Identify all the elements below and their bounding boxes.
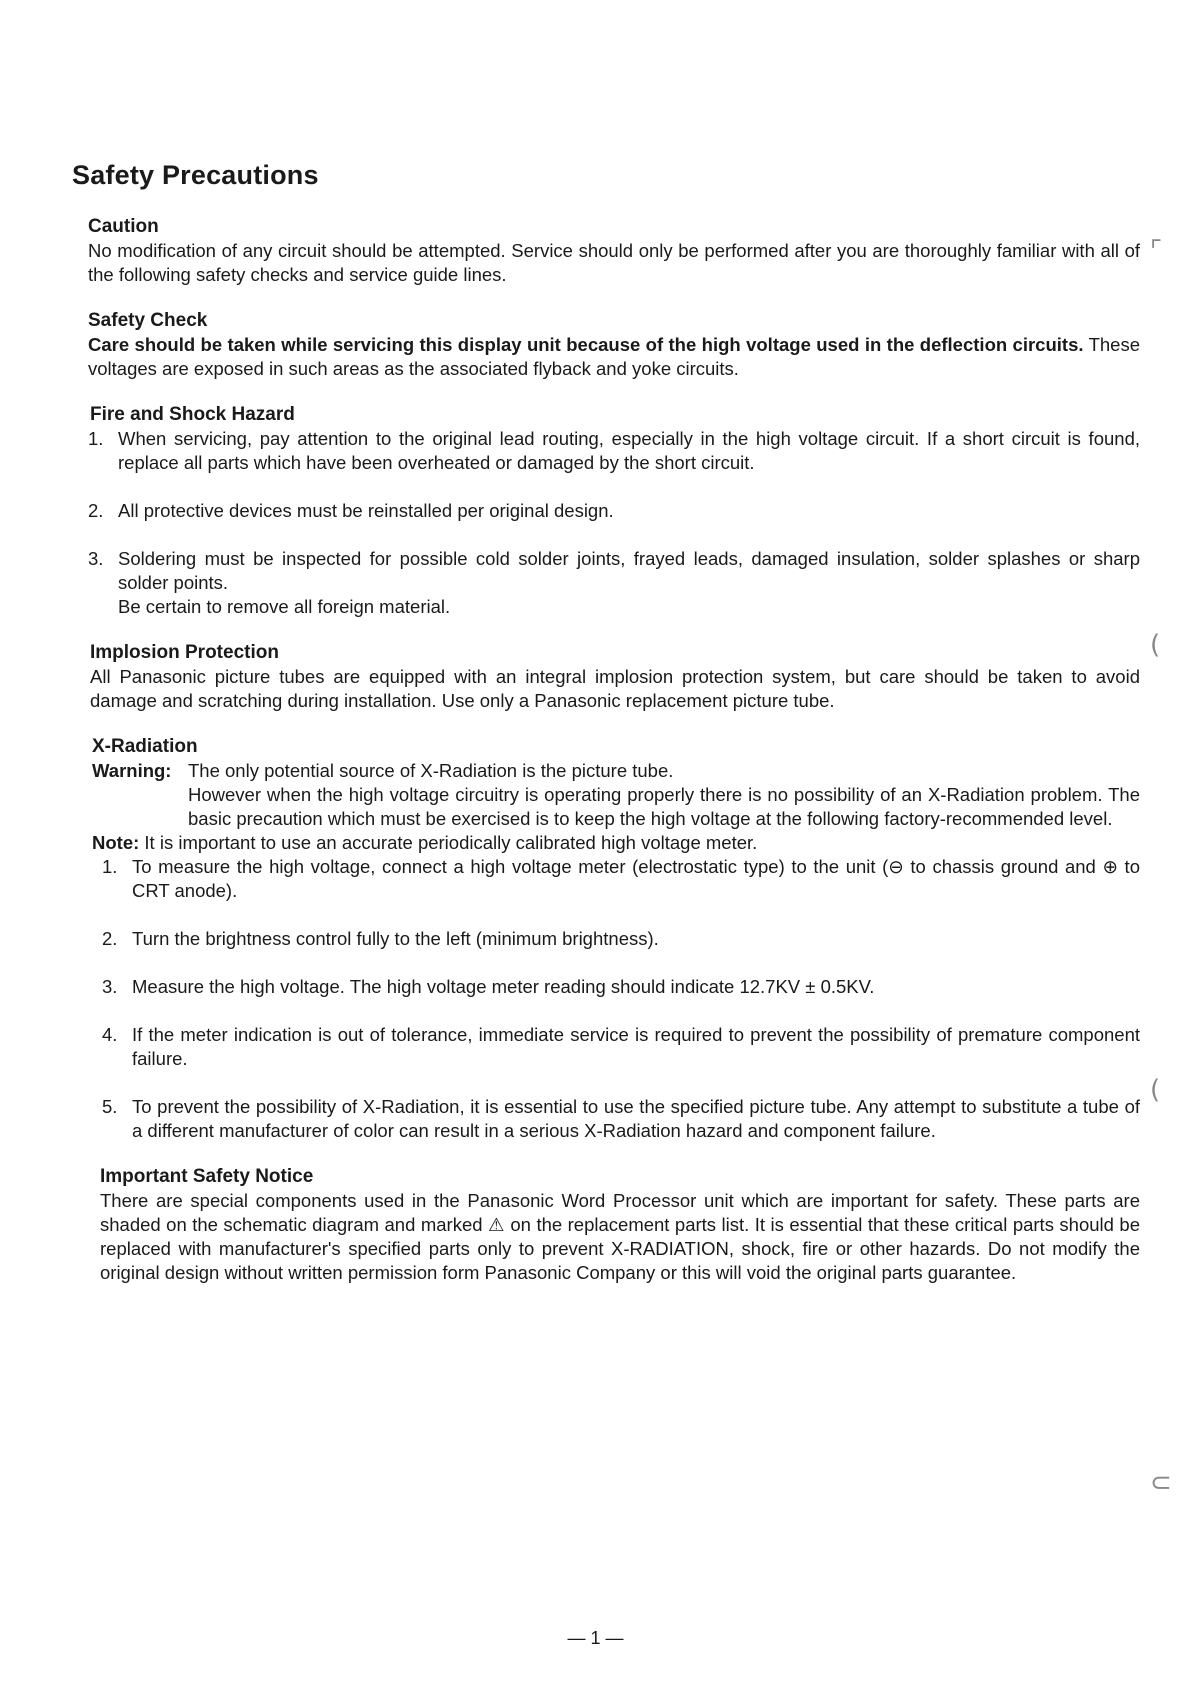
safety-check-text: These voltages are exposed in such areas as the associated flyback and yoke circuits. [88,334,1140,379]
safety-check-section [88,309,1140,381]
fire-shock-list [78,427,1140,619]
list-item [92,1023,1140,1071]
list-item-text: When servicing, pay attention to the original lead routing, especially in the high voltage circuit. If a short circuit is found, replace all parts which have been overheated or damaged by the short circuit. [118,428,1140,473]
list-item-number: 2. [102,928,118,949]
binding-hole-mark-icon: ⊂ [1150,1468,1172,1498]
implosion-heading: Implosion Protection [90,642,279,663]
list-item-number: 4. [102,1024,118,1045]
important-notice-text: There are special components used in the Panasonic Word Processor unit which are important for safety. These parts are shaded on the schematic diagram and marked ⚠ on the replacement parts list. It is essential that these critical parts should be replaced with manufacturer's specified parts only to prevent X-RADIATION, shock, fire or other hazards. Do not modify the original design without written permission form Panasonic Company or this will void the original parts guarantee. [100,1190,1140,1283]
note-text: It is important to use an accurate periodically calibrated high voltage meter. [139,832,758,853]
xradiation-list [92,855,1140,1143]
fire-shock-heading: Fire and Shock Hazard [90,404,295,425]
list-item-text: Soldering must be inspected for possible cold solder joints, frayed leads, damaged insulation, solder splashes or sharp solder points. [118,548,1140,593]
important-notice-heading: Important Safety Notice [100,1166,314,1187]
implosion-text: All Panasonic picture tubes are equipped with an integral implosion protection system, but care should be taken to avoid damage and scratching during installation. Use only a Panasonic replacement picture tube. [90,666,1140,711]
list-item-number: 5. [102,1096,118,1117]
warning-more-text: However when the high voltage circuitry is operating properly there is no possibility of an X-Radiation problem. The basic precaution which must be exercised is to keep the high voltage at the following factory-recommended level. [188,784,1140,829]
fire-shock-section [90,403,1140,619]
warning-row [92,759,1140,783]
xradiation-heading: X-Radiation [92,736,198,757]
binding-hole-mark-icon: ( [1150,630,1161,660]
list-item [78,427,1140,475]
caution-text: No modification of any circuit should be attempted. Service should only be performed after you are thoroughly familiar with all of the following safety checks and service guide lines. [88,240,1140,285]
xradiation-section [92,735,1140,1143]
caution-section [88,215,1140,287]
list-item-extra: Be certain to remove all foreign material. [118,596,451,617]
list-item [78,547,1140,619]
note-paragraph [92,831,1140,855]
implosion-section [90,641,1140,713]
list-item-number: 1. [102,856,118,877]
safety-check-heading: Safety Check [88,310,208,331]
list-item-number: 2. [88,500,104,521]
binding-hole-mark-icon: ⌜ [1150,236,1163,266]
list-item [92,1095,1140,1143]
caution-heading: Caution [88,216,159,237]
page-title: Safety Precautions [72,160,319,190]
list-item [92,855,1140,903]
list-item-text: If the meter indication is out of tolerance, immediate service is required to prevent the possibility of premature component failure. [132,1024,1140,1069]
list-item [78,499,1140,523]
list-item-text: All protective devices must be reinstalled per original design. [118,500,614,521]
document-body [88,215,1140,1307]
safety-check-bold-text: Care should be taken while servicing this display unit because of the high voltage used in the deflection circuits. [88,334,1084,355]
list-item-text: Measure the high voltage. The high voltage meter reading should indicate 12.7KV ± 0.5KV. [132,976,875,997]
warning-text: The only potential source of X-Radiation is the picture tube. [188,760,674,781]
note-label: Note: [92,832,140,853]
list-item-text: To prevent the possibility of X-Radiation, it is essential to use the specified picture tube. Any attempt to substitute a tube of a different manufacturer of color can result in a serious X-Radiation hazard and component failure. [132,1096,1140,1141]
important-notice-section [100,1165,1140,1285]
page-number: — 1 — [567,1628,624,1648]
list-item-number: 1. [88,428,104,449]
warning-label: Warning: [92,760,172,781]
safety-check-paragraph [88,333,1140,381]
binding-hole-mark-icon: ( [1150,1075,1161,1105]
list-item [92,975,1140,999]
list-item [92,927,1140,951]
list-item-number: 3. [88,548,104,569]
list-item-text: Turn the brightness control fully to the left (minimum brightness). [132,928,659,949]
list-item-text: To measure the high voltage, connect a high voltage meter (electrostatic type) to the unit (⊖ to chassis ground and ⊕ to CRT anode). [132,856,1140,901]
list-item-number: 3. [102,976,118,997]
